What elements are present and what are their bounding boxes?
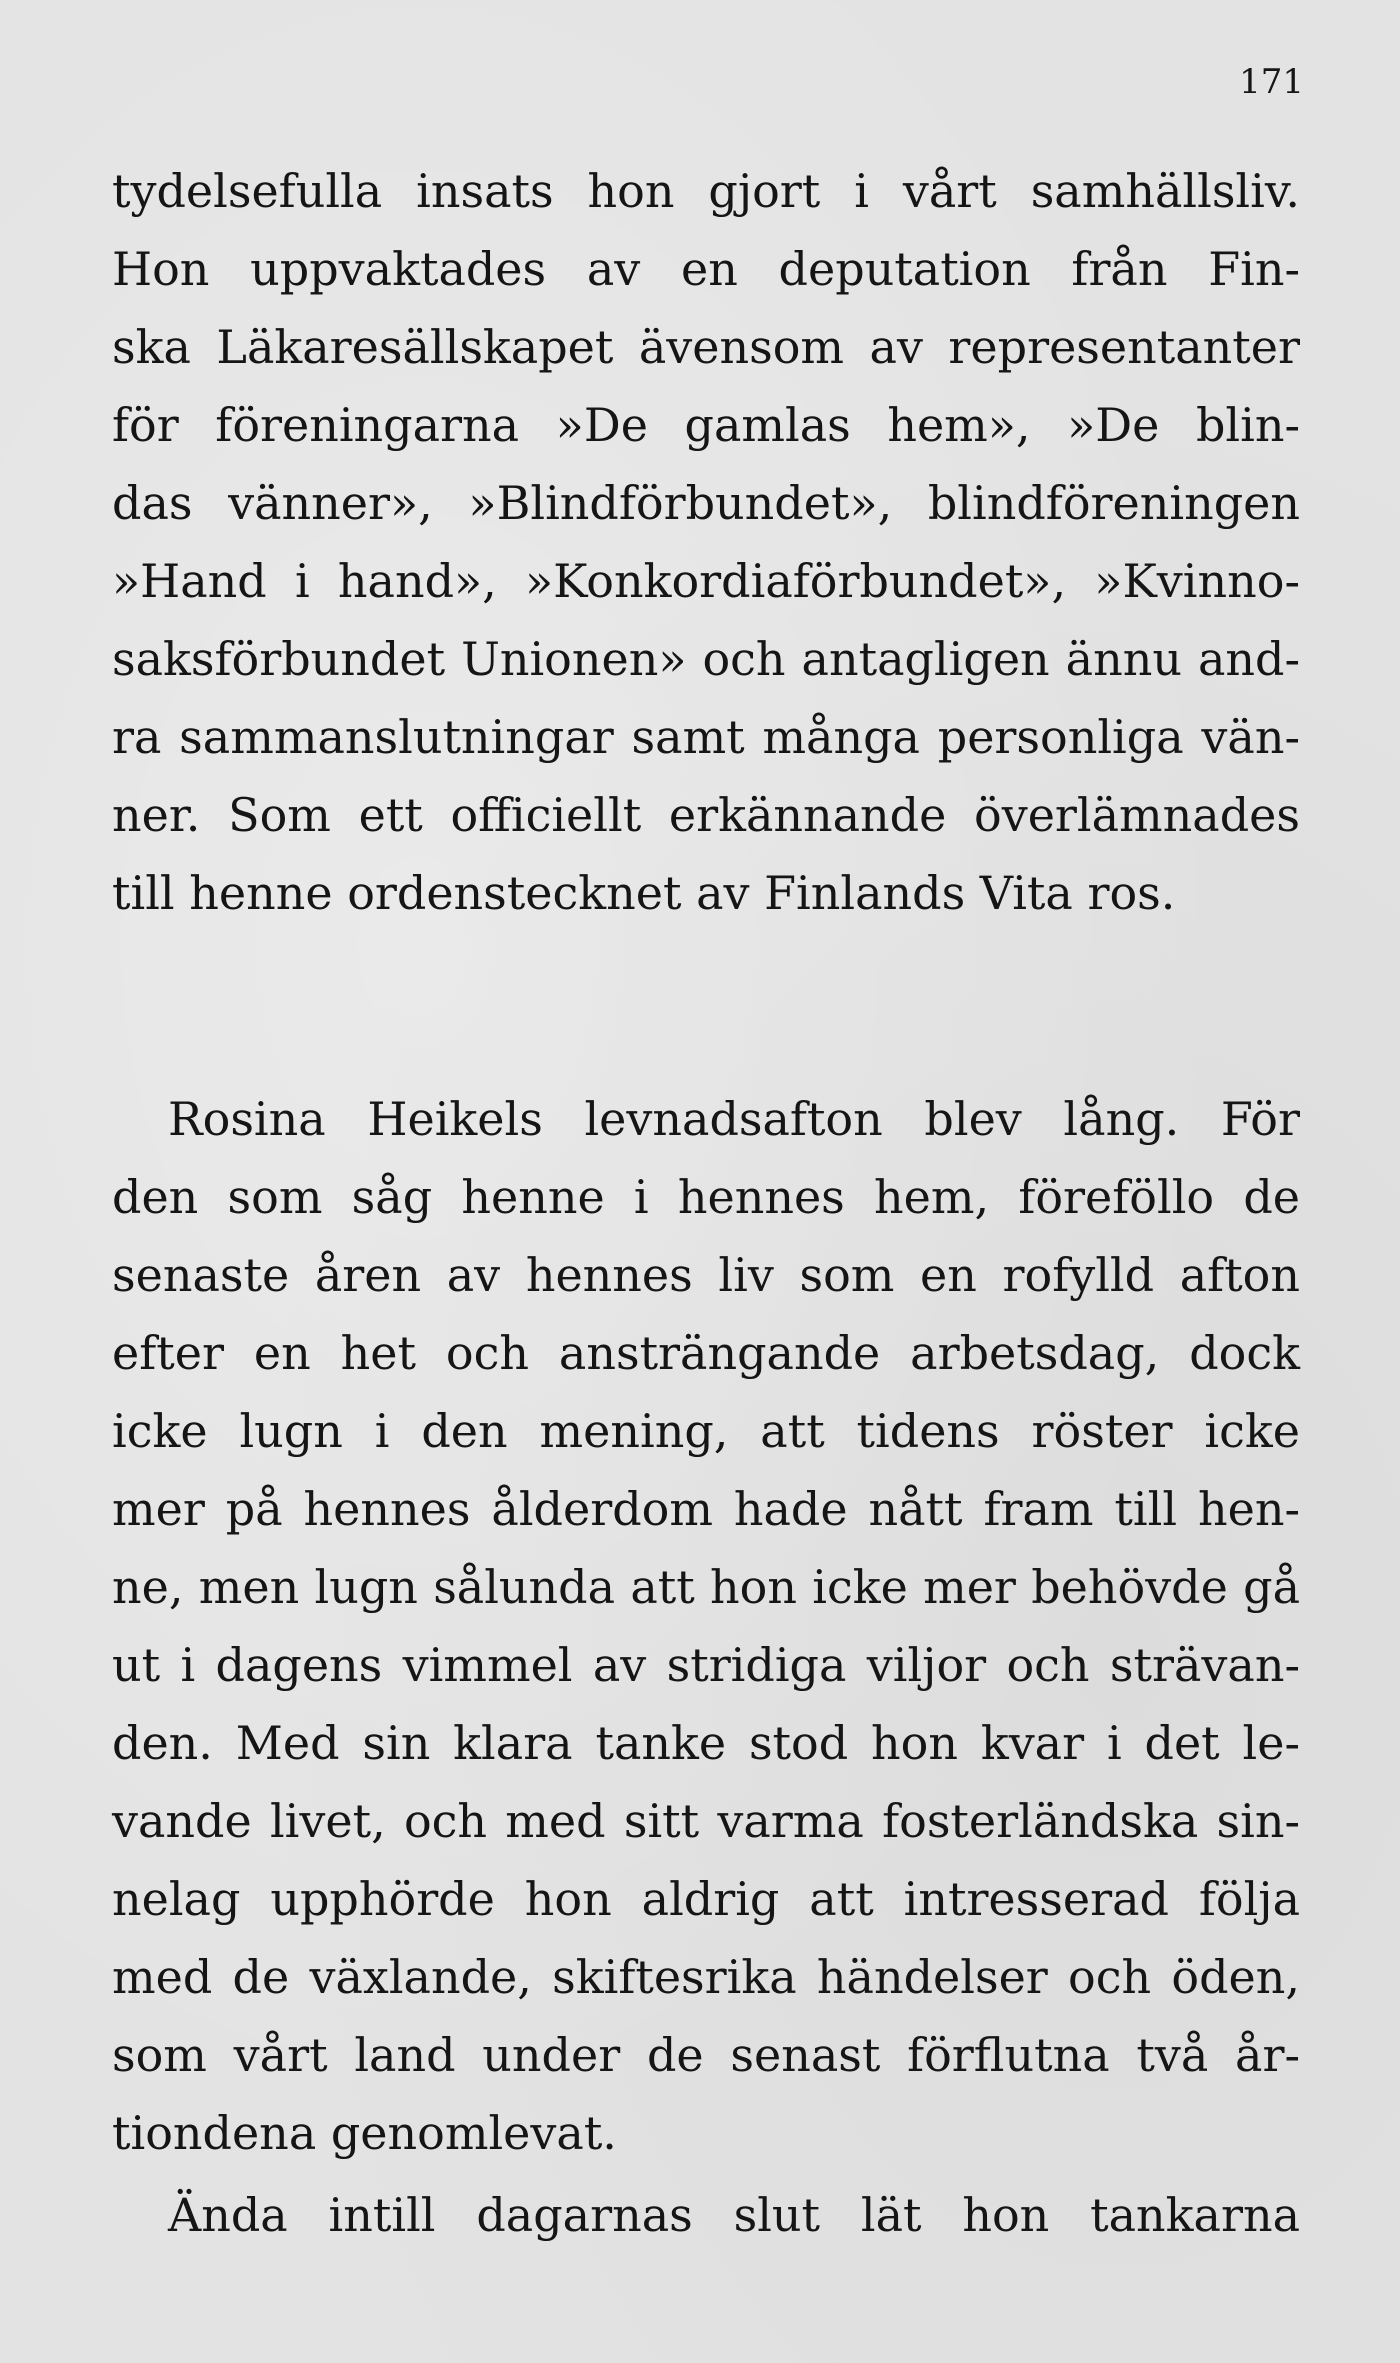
page-number: 171 bbox=[1239, 62, 1304, 102]
paragraph-3 bbox=[112, 2176, 1300, 2254]
text-line: för föreningarna »De gamlas hem», »De blin- bbox=[112, 398, 1300, 452]
text-line: Ända intill dagarnas slut lät hon tankarna bbox=[168, 2188, 1300, 2242]
text-line: das vänner», »Blindförbundet», blindföreningen bbox=[112, 476, 1300, 530]
text-line: Hon uppvaktades av en deputation från Fin- bbox=[112, 242, 1300, 296]
text-line: den. Med sin klara tanke stod hon kvar i det le- bbox=[112, 1716, 1300, 1770]
text-line: »Hand i hand», »Konkordiaförbundet», »Kvinno- bbox=[112, 554, 1300, 608]
text-line: mer på hennes ålderdom hade nått fram till hen- bbox=[112, 1482, 1300, 1536]
text-line: ne, men lugn sålunda att hon icke mer behövde gå bbox=[112, 1560, 1300, 1614]
text-line: tiondena genomlevat. bbox=[112, 2106, 617, 2160]
text-line: med de växlande, skiftesrika händelser och öden, bbox=[112, 1950, 1300, 2004]
text-line: till henne ordenstecknet av Finlands Vita ros. bbox=[112, 866, 1176, 920]
text-line: vande livet, och med sitt varma fosterländska sin- bbox=[112, 1794, 1300, 1848]
text-line: som vårt land under de senast förflutna två år- bbox=[112, 2028, 1300, 2082]
text-line: nelag upphörde hon aldrig att intresserad följa bbox=[112, 1872, 1300, 1926]
text-line: ut i dagens vimmel av stridiga viljor och strävan- bbox=[112, 1638, 1300, 1692]
paragraph-2 bbox=[112, 1080, 1300, 2172]
text-line: Rosina Heikels levnadsafton blev lång. För bbox=[168, 1092, 1300, 1146]
text-line: saksförbundet Unionen» och antagligen ännu and- bbox=[112, 632, 1300, 686]
text-line: den som såg henne i hennes hem, föreföllo de bbox=[112, 1170, 1300, 1224]
text-line: efter en het och ansträngande arbetsdag, dock bbox=[112, 1326, 1300, 1380]
paragraph-1 bbox=[112, 152, 1300, 932]
text-line: ra sammanslutningar samt många personliga vän- bbox=[112, 710, 1300, 764]
text-line: ska Läkaresällskapet ävensom av representanter bbox=[112, 320, 1300, 374]
text-line: icke lugn i den mening, att tidens röster icke bbox=[112, 1404, 1300, 1458]
text-line: ner. Som ett officiellt erkännande överlämnades bbox=[112, 788, 1300, 842]
text-line: senaste åren av hennes liv som en rofylld afton bbox=[112, 1248, 1300, 1302]
text-line: tydelsefulla insats hon gjort i vårt samhällsliv. bbox=[112, 164, 1300, 218]
